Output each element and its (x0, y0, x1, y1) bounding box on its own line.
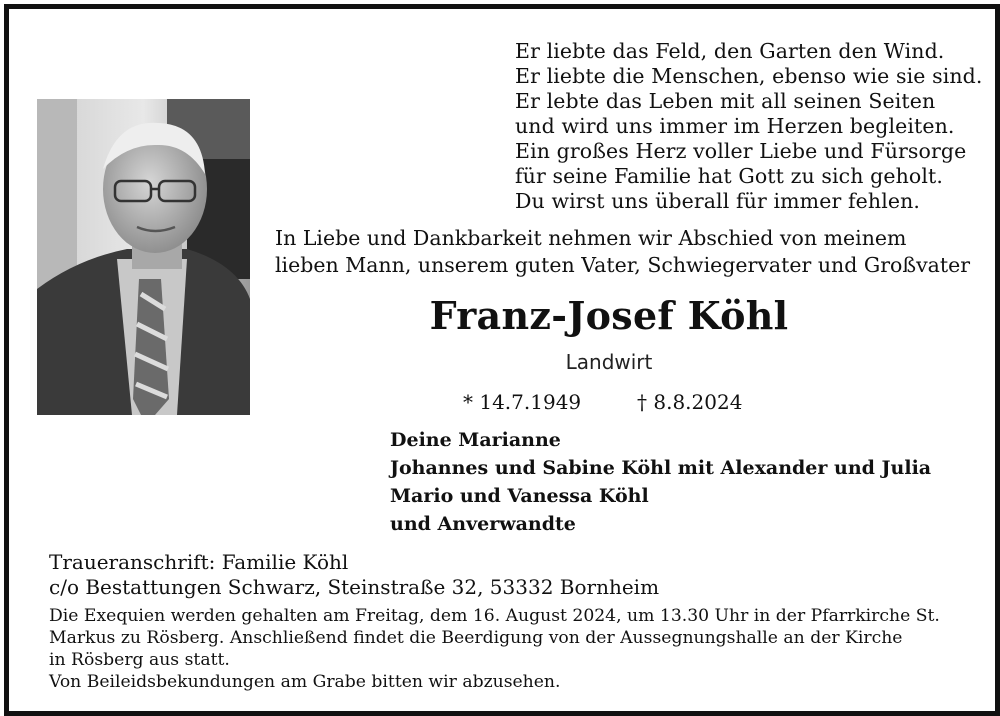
family-list (390, 426, 931, 538)
funeral-details (49, 605, 989, 693)
portrait-photo (37, 99, 250, 415)
poem-line: Du wirst uns überall für immer fehlen. (515, 189, 921, 213)
poem-line: Ein großes Herz voller Liebe und Fürsorge (515, 139, 967, 163)
poem (515, 39, 985, 214)
intro-line: lieben Mann, unserem guten Vater, Schwiegervater und Großvater (275, 253, 971, 277)
obituary-frame (4, 4, 1000, 716)
family-line: und Anverwandte (390, 513, 576, 535)
poem-line: Er liebte das Feld, den Garten den Wind. (515, 39, 945, 63)
intro-text (275, 225, 969, 279)
intro-line: In Liebe und Dankbarkeit nehmen wir Abschied von meinem (275, 226, 907, 250)
occupation: Landwirt (565, 350, 653, 374)
poem-line: für seine Familie hat Gott zu sich geholt. (515, 164, 943, 188)
deceased-name: Franz-Josef Köhl (429, 293, 789, 338)
family-line: Johannes und Sabine Köhl mit Alexander und Julia (390, 457, 932, 479)
details-line: Von Beileidsbekundungen am Grabe bitten wir abzusehen. (49, 672, 561, 692)
family-line: Mario und Vanessa Köhl (390, 485, 649, 507)
details-line: Markus zu Rösberg. Anschließend findet die Beerdigung von der Aussegnungshalle an der Kirche (49, 628, 903, 648)
details-line: in Rösberg aus statt. (49, 650, 230, 670)
poem-line: und wird uns immer im Herzen begleiten. (515, 114, 955, 138)
death-date: † 8.8.2024 (637, 390, 743, 414)
address-line: Traueranschrift: Familie Köhl (49, 550, 349, 574)
details-line: Die Exequien werden gehalten am Freitag, dem 16. August 2024, um 13.30 Uhr in der Pfarrkirche St. (49, 606, 940, 626)
poem-line: Er liebte die Menschen, ebenso wie sie sind. (515, 64, 983, 88)
birth-date: * 14.7.1949 (463, 390, 582, 414)
family-line: Deine Marianne (390, 429, 561, 451)
mourning-address (49, 550, 659, 600)
address-line: c/o Bestattungen Schwarz, Steinstraße 32, 53332 Bornheim (49, 575, 660, 599)
poem-line: Er lebte das Leben mit all seinen Seiten (515, 89, 936, 113)
